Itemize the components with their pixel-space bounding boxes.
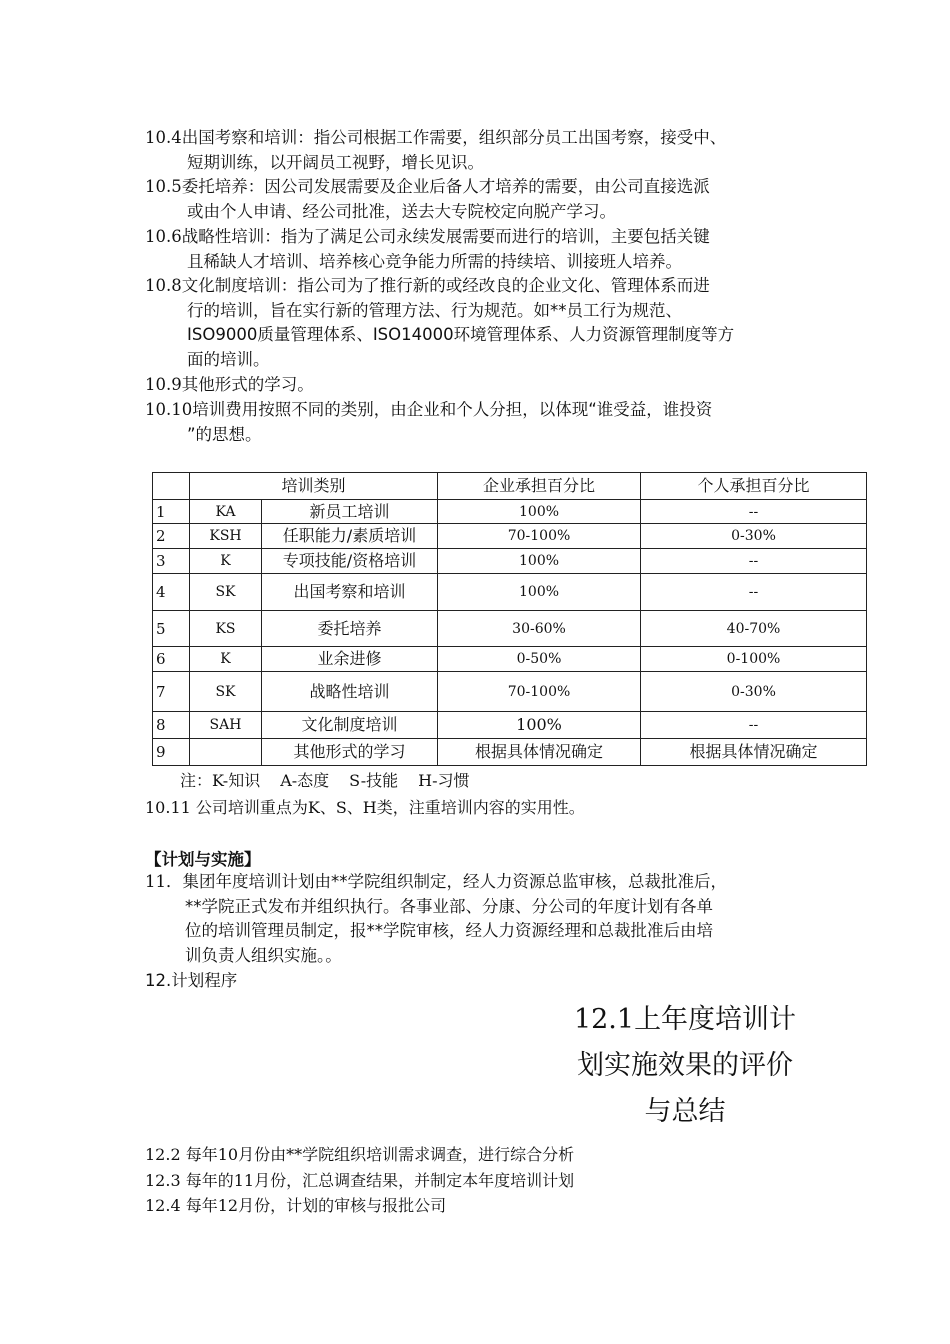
row-name: 其他形式的学习 <box>262 739 438 766</box>
header-company: 企业承担百分比 <box>438 473 641 500</box>
row-name: 出国考察和培训 <box>262 574 438 611</box>
row-company: 100% <box>438 712 641 739</box>
row-name: 专项技能/资格培训 <box>262 549 438 574</box>
row-index: 2 <box>153 524 190 549</box>
table-header-row <box>153 473 867 500</box>
paragraph-12-3: 12.3 每年的11月份，汇总调查结果，并制定本年度培训计划 <box>145 1171 575 1190</box>
heading-number: 12.1 <box>573 1004 635 1035</box>
row-name: 文化制度培训 <box>262 712 438 739</box>
row-personal: -- <box>641 574 867 611</box>
paragraph-10-8 <box>145 274 815 372</box>
table-row <box>153 672 867 712</box>
row-personal: 0-30% <box>641 524 867 549</box>
heading-text: 划实施效果的评价 <box>577 1050 793 1081</box>
header-cell-empty <box>153 473 190 500</box>
table-row <box>153 574 867 611</box>
paragraph-number: 10.8 <box>145 276 182 295</box>
paragraph-number: 10.6 <box>145 227 182 246</box>
header-personal: 个人承担百分比 <box>641 473 867 500</box>
row-company: 100% <box>438 549 641 574</box>
row-code: KS <box>190 611 262 647</box>
paragraph-12: 12.计划程序 <box>145 971 238 990</box>
row-index: 6 <box>153 647 190 672</box>
paragraph-11 <box>145 870 825 968</box>
table-row <box>153 739 867 766</box>
paragraph-text: ISO9000质量管理体系、ISO14000环境管理体系、人力资源管理制度等方 <box>187 325 735 344</box>
row-code: SAH <box>190 712 262 739</box>
paragraph-text: 训负责人组织实施。。 <box>185 945 342 965</box>
row-index: 5 <box>153 611 190 647</box>
table-row <box>153 500 867 524</box>
paragraph-number: 10.9 <box>145 375 182 394</box>
table-row <box>153 611 867 647</box>
paragraph-text: 培训费用按照不同的类别，由企业和个人分担，以体现“谁受益，谁投资 <box>192 400 713 419</box>
row-name: 委托培养 <box>262 611 438 647</box>
heading-12-1 <box>560 997 810 1135</box>
row-company: 0-50% <box>438 647 641 672</box>
paragraph-text: **学院正式发布并组织执行。各事业部、分康、分公司的年度计划有各单 <box>185 896 713 916</box>
table-row <box>153 549 867 574</box>
paragraph-number: 10.10 <box>145 400 193 419</box>
paragraph-text: 文化制度培训：指公司为了推行新的或经改良的企业文化、管理体系而进 <box>181 276 710 295</box>
row-code: SK <box>190 672 262 712</box>
row-index: 1 <box>153 500 190 524</box>
paragraph-number: 10.4 <box>145 128 182 147</box>
note-habit: H-习惯 <box>418 771 470 790</box>
paragraph-text: 短期训练，以开阔员工视野，增长见识。 <box>187 152 484 172</box>
row-company: 70-100% <box>438 672 641 712</box>
row-code: KSH <box>190 524 262 549</box>
heading-text: 上年度培训计 <box>634 1004 797 1035</box>
row-code <box>190 739 262 766</box>
paragraph-12-2: 12.2 每年10月份由**学院组织培训需求调查，进行综合分析 <box>145 1145 575 1164</box>
paragraph-text: ”的思想。 <box>187 424 262 444</box>
paragraph-text: 行的培训，旨在实行新的管理方法、行为规范。如**员工行为规范、 <box>187 300 682 320</box>
paragraph-10-4 <box>145 126 815 175</box>
table-row <box>153 524 867 549</box>
table-note <box>180 768 490 791</box>
heading-text: 与总结 <box>644 1096 726 1127</box>
paragraph-10-9 <box>145 373 815 398</box>
paragraph-text: 集团年度培训计划由**学院组织制定，经人力资源总监审核，总裁批准后， <box>182 872 727 891</box>
row-index: 7 <box>153 672 190 712</box>
paragraph-text: 或由个人申请、经公司批准，送去大专院校定向脱产学习。 <box>187 201 616 221</box>
section-heading: 【计划与实施】 <box>145 850 261 869</box>
row-personal: -- <box>641 549 867 574</box>
row-index: 3 <box>153 549 190 574</box>
row-personal: -- <box>641 712 867 739</box>
row-company: 100% <box>438 574 641 611</box>
paragraph-text: 出国考察和培训：指公司根据工作需要，组织部分员工出国考察，接受中、 <box>181 128 727 147</box>
table-row <box>153 647 867 672</box>
note-knowledge: 注：K-知识 <box>180 771 261 790</box>
paragraph-number: 10.5 <box>145 177 182 196</box>
row-name: 新员工培训 <box>262 500 438 524</box>
table-row <box>153 712 867 739</box>
paragraph-text: 位的培训管理员制定，报**学院审核，经人力资源经理和总裁批准后由培 <box>185 921 713 940</box>
row-code: KA <box>190 500 262 524</box>
paragraph-text: 其他形式的学习。 <box>181 375 314 394</box>
row-index: 8 <box>153 712 190 739</box>
paragraph-text: 且稀缺人才培训、培养核心竞争能力所需的持续培、训接班人培养。 <box>187 251 682 271</box>
paragraph-10-11: 10.11 公司培训重点为K、S、H类，注重培训内容的实用性。 <box>145 798 585 817</box>
row-name: 业余进修 <box>262 647 438 672</box>
row-name: 战略性培训 <box>262 672 438 712</box>
note-attitude: A-态度 <box>280 771 330 790</box>
row-personal: 0-30% <box>641 672 867 712</box>
row-index: 4 <box>153 574 190 611</box>
row-code: SK <box>190 574 262 611</box>
paragraph-10-10 <box>145 398 815 447</box>
row-code: K <box>190 549 262 574</box>
row-index: 9 <box>153 739 190 766</box>
row-company: 30-60% <box>438 611 641 647</box>
paragraph-10-6 <box>145 225 815 274</box>
paragraph-12-4: 12.4 每年12月份，计划的审核与报批公司 <box>145 1196 447 1215</box>
row-company: 根据具体情况确定 <box>438 739 641 766</box>
paragraph-number: 11． <box>145 872 183 891</box>
row-personal: 根据具体情况确定 <box>641 739 867 766</box>
row-personal: 40-70% <box>641 611 867 647</box>
row-code: K <box>190 647 262 672</box>
paragraph-10-5 <box>145 175 815 224</box>
row-personal: 0-100% <box>641 647 867 672</box>
note-skill: S-技能 <box>349 771 399 790</box>
paragraph-text: 面的培训。 <box>187 349 270 369</box>
header-category: 培训类别 <box>190 473 438 500</box>
row-company: 70-100% <box>438 524 641 549</box>
training-cost-table <box>152 472 867 766</box>
row-name: 任职能力/素质培训 <box>262 524 438 549</box>
row-company: 100% <box>438 500 641 524</box>
paragraph-text: 战略性培训：指为了满足公司永续发展需要而进行的培训，主要包括关键 <box>181 227 710 246</box>
row-personal: -- <box>641 500 867 524</box>
paragraph-text: 委托培养：因公司发展需要及企业后备人才培养的需要，由公司直接选派 <box>181 177 710 196</box>
